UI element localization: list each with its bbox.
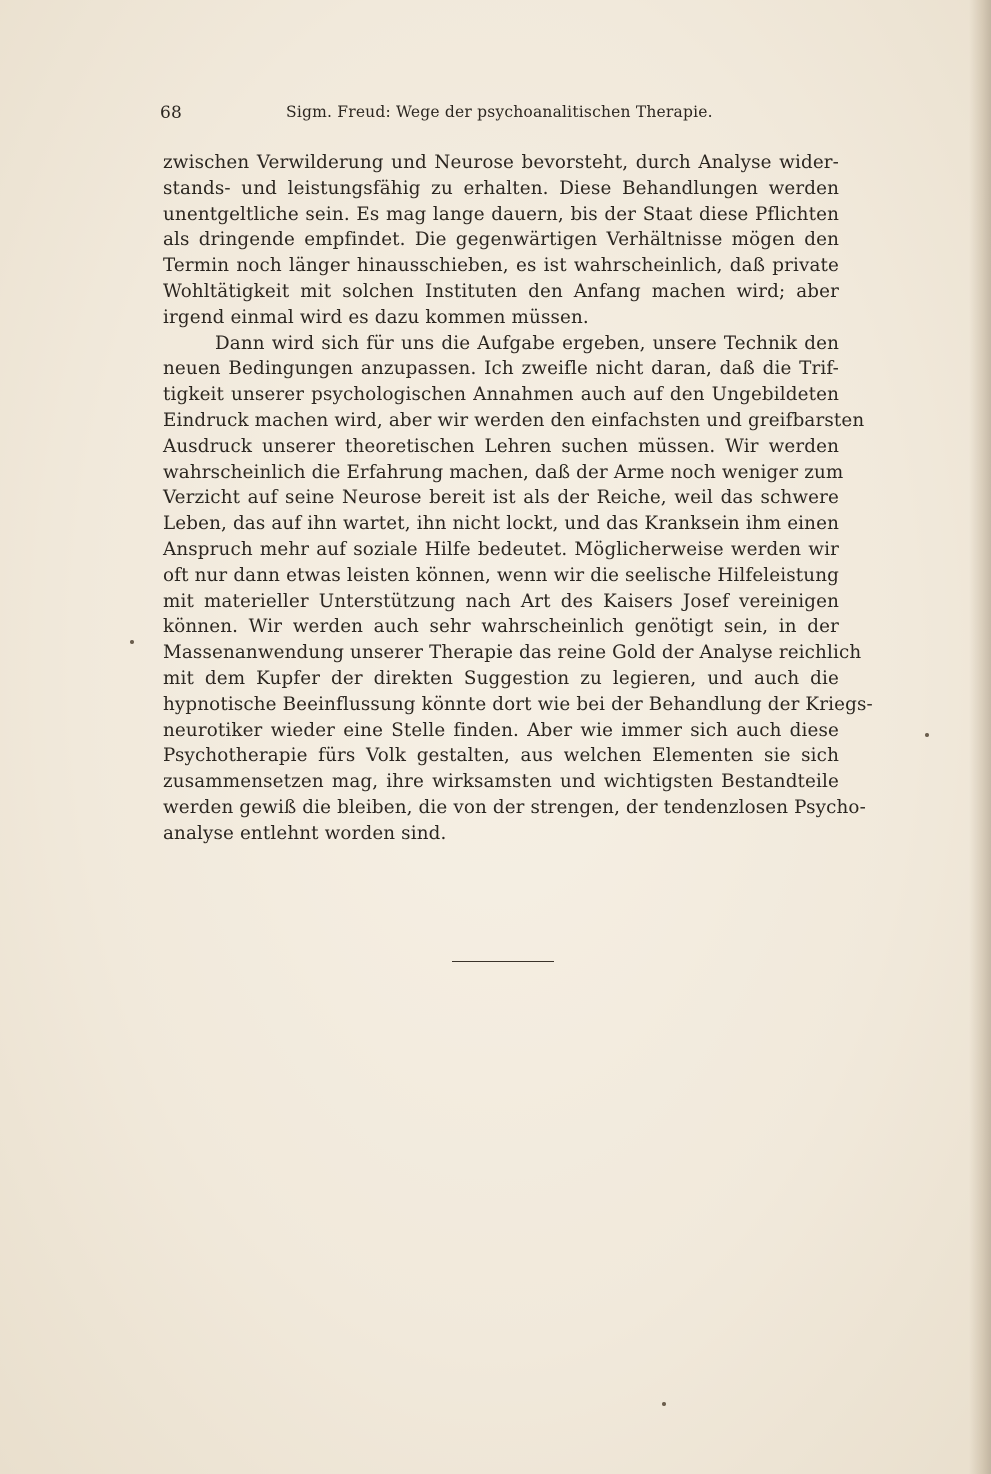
paper-speck xyxy=(662,1402,666,1406)
section-end-rule xyxy=(452,961,554,962)
text-line: stands- und leistungsfähig zu erhalten. Diese Behandlungen werden xyxy=(163,177,839,199)
text-line: Eindruck machen wird, aber wir werden den einfachsten und greifbarsten xyxy=(163,409,865,431)
text-line: hypnotische Beeinflussung könnte dort wie bei der Behandlung der Kriegs- xyxy=(163,693,873,715)
text-line: Termin noch länger hinausschieben, es ist wahrscheinlich, daß private xyxy=(163,255,839,277)
paper-speck xyxy=(130,640,134,644)
text-line: Psychotherapie fürs Volk gestalten, aus welchen Elementen sie sich xyxy=(163,745,839,767)
text-line: mit materieller Unterstützung nach Art des Kaisers Josef vereinigen xyxy=(163,590,839,612)
text-line: als dringende empfindet. Die gegenwärtigen Verhältnisse mögen den xyxy=(163,229,839,251)
text-line: Wohltätigkeit mit solchen Instituten den Anfang machen wird; aber xyxy=(163,280,839,302)
paper-speck xyxy=(925,733,929,737)
paragraph-1 xyxy=(163,150,839,331)
text-line: mit dem Kupfer der direkten Suggestion zu legieren, und auch die xyxy=(163,667,839,689)
text-line: Anspruch mehr auf soziale Hilfe bedeutet. Möglicherweise werden wir xyxy=(163,538,839,560)
text-line: Verzicht auf seine Neurose bereit ist als der Reiche, weil das schwere xyxy=(163,487,839,509)
text-line: Dann wird sich für uns die Aufgabe ergeben, unsere Technik den xyxy=(215,332,839,354)
text-line: neurotiker wieder eine Stelle finden. Aber wie immer sich auch diese xyxy=(163,719,839,741)
body-text xyxy=(163,150,873,847)
text-line: können. Wir werden auch sehr wahrscheinlich genötigt sein, in der xyxy=(163,616,839,638)
page-binding-shadow xyxy=(969,0,991,1474)
text-line: unentgeltliche sein. Es mag lange dauern, bis der Staat diese Pflichten xyxy=(163,203,839,225)
text-line: Ausdruck unserer theoretischen Lehren suchen müssen. Wir werden xyxy=(163,435,839,457)
text-line: Leben, das auf ihn wartet, ihn nicht lockt, und das Kranksein ihm einen xyxy=(163,513,839,535)
text-line: tigkeit unserer psychologischen Annahmen auch auf den Ungebildeten xyxy=(163,384,839,406)
text-line: werden gewiß die bleiben, die von der strengen, der tendenzlosen Psycho- xyxy=(163,796,866,818)
page-number: 68 xyxy=(160,103,183,123)
running-title: Sigm. Freud: Wege der psychoanalitischen Therapie. xyxy=(286,103,713,121)
text-line: neuen Bedingungen anzupassen. Ich zweifle nicht daran, daß die Trif- xyxy=(163,358,839,380)
text-line: wahrscheinlich die Erfahrung machen, daß der Arme noch weniger zum xyxy=(163,461,844,483)
page-header xyxy=(160,103,840,129)
text-line: Massenanwendung unserer Therapie das reine Gold der Analyse reichlich xyxy=(163,642,862,664)
text-line: irgend einmal wird es dazu kommen müssen. xyxy=(163,306,589,328)
text-line: zwischen Verwilderung und Neurose bevorsteht, durch Analyse wider- xyxy=(163,152,839,173)
paragraph-2 xyxy=(163,331,873,847)
text-line: zusammensetzen mag, ihre wirksamsten und wichtigsten Bestandteile xyxy=(163,771,839,793)
text-line: analyse entlehnt worden sind. xyxy=(163,822,447,844)
text-line: oft nur dann etwas leisten können, wenn wir die seelische Hilfeleistung xyxy=(163,564,839,586)
